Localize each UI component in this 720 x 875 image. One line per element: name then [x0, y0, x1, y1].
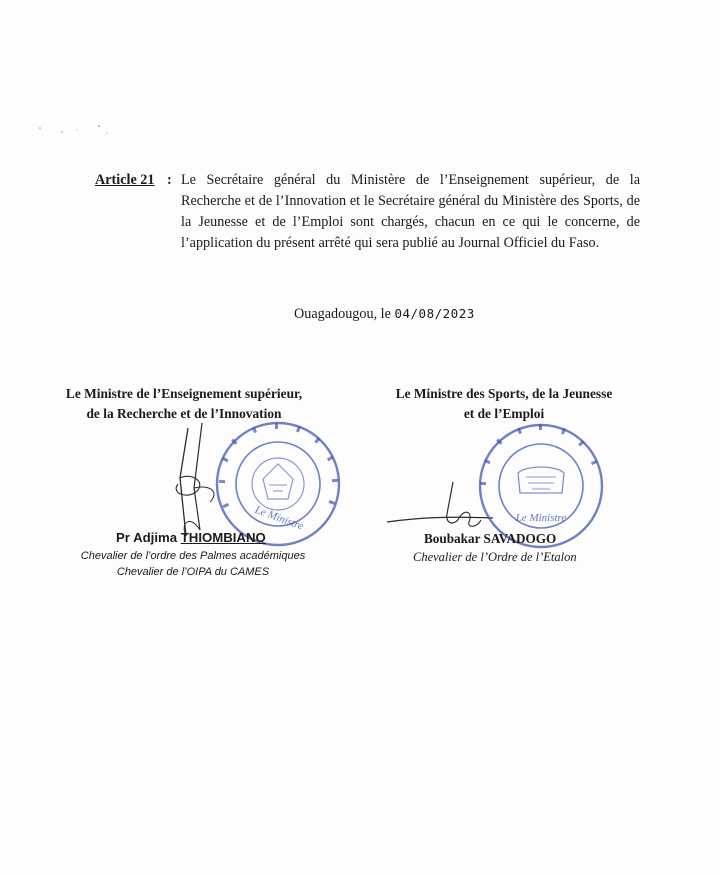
right-minister-title — [384, 384, 624, 424]
right-signatory-name: Boubakar SAVADOGO — [424, 531, 557, 546]
article-body: Le Secrétaire général du Ministère de l’Enseignement supérieur, de la Recherche et de l’Innovation et le Secrétaire général du Ministère des Sports, de la Jeunesse et de l’Emploi sont chargés, chacun en ce qui le concerne, de l’application du présent arrêté qui sera publié au Journal Officiel du Faso. — [181, 172, 640, 251]
left-name-prefix: Pr Adjima — [116, 530, 178, 545]
article-colon: : — [167, 172, 172, 188]
left-title-line-2: de la Recherche et de l’Innovation — [86, 406, 282, 421]
scan-specks — [36, 122, 156, 136]
article-label: Article 21 — [95, 172, 155, 188]
date-value: 04/08/2023 — [394, 306, 475, 321]
left-signature-icon — [150, 418, 260, 543]
left-title-line-1: Le Ministre de l’Enseignement supérieur, — [65, 386, 303, 401]
right-stamp-center-text: Le Ministre — [515, 512, 567, 524]
left-signatory-name — [116, 530, 266, 545]
right-signature-icon — [385, 478, 495, 538]
right-title-line-2: et de l’Emploi — [463, 406, 545, 421]
right-honor-1: Chevalier de l’Ordre de l’Etalon — [413, 550, 577, 564]
right-title-line-1: Le Ministre des Sports, de la Jeunesse — [395, 386, 613, 401]
left-honor-2: Chevalier de l’OIPA du CAMES — [116, 566, 270, 578]
left-name-surname: THIOMBIANO — [180, 530, 266, 545]
date-prefix: Ouagadougou, le — [294, 306, 391, 322]
place-and-date — [294, 306, 475, 323]
article-21-block — [95, 170, 640, 254]
left-honor-1: Chevalier de l’ordre des Palmes académiques — [80, 550, 306, 562]
left-minister-title — [52, 384, 316, 424]
left-stamp-center-text: Le Ministre — [253, 503, 305, 533]
